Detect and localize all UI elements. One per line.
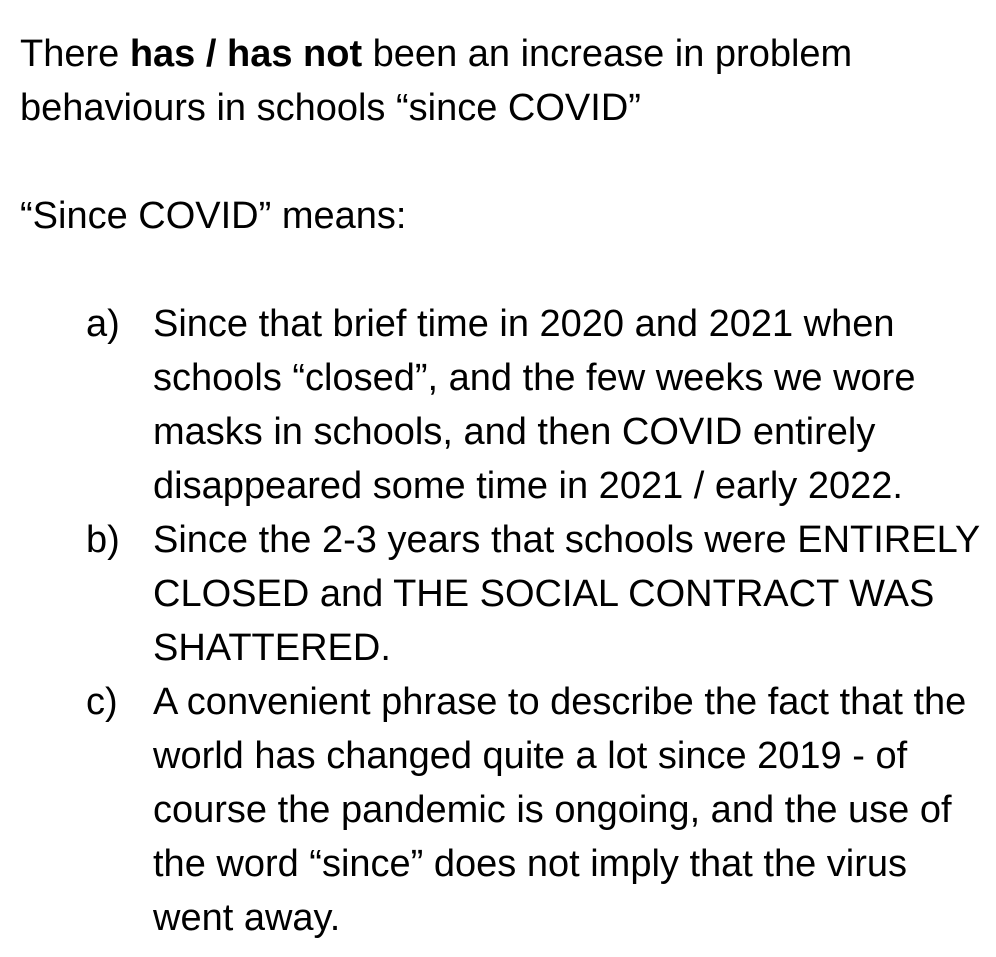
paragraph-spacer: [20, 243, 980, 297]
statement-emphasis: has / has not: [129, 33, 363, 75]
statement-suffix: been an increase in problem behaviours in schools “since COVID”: [20, 33, 853, 129]
list-item: [20, 297, 980, 513]
list-item-text: A convenient phrase to describe the fact that the world has changed quite a lot since 2019 - of course the pandemic is ongoing, and the use of the word “since” does not imply that the virus went away.: [153, 681, 967, 939]
options-list: [20, 297, 980, 945]
list-item: [20, 675, 980, 945]
definition-heading: “Since COVID” means:: [20, 195, 407, 237]
list-marker: b): [86, 519, 120, 561]
document-body: [20, 27, 980, 945]
list-marker: a): [86, 303, 120, 345]
list-item: [20, 513, 980, 675]
paragraph-spacer: [20, 135, 980, 189]
list-item-text: Since that brief time in 2020 and 2021 when schools “closed”, and the few weeks we wore masks in schools, and then COVID entirely disappeared some time in 2021 / early 2022.: [153, 303, 916, 507]
statement-paragraph: [20, 27, 980, 135]
list-item-text: Since the 2-3 years that schools were ENTIRELY CLOSED and THE SOCIAL CONTRACT WAS SHATTERED.: [153, 519, 980, 669]
list-marker: c): [86, 681, 118, 723]
statement-prefix: There: [20, 33, 130, 75]
